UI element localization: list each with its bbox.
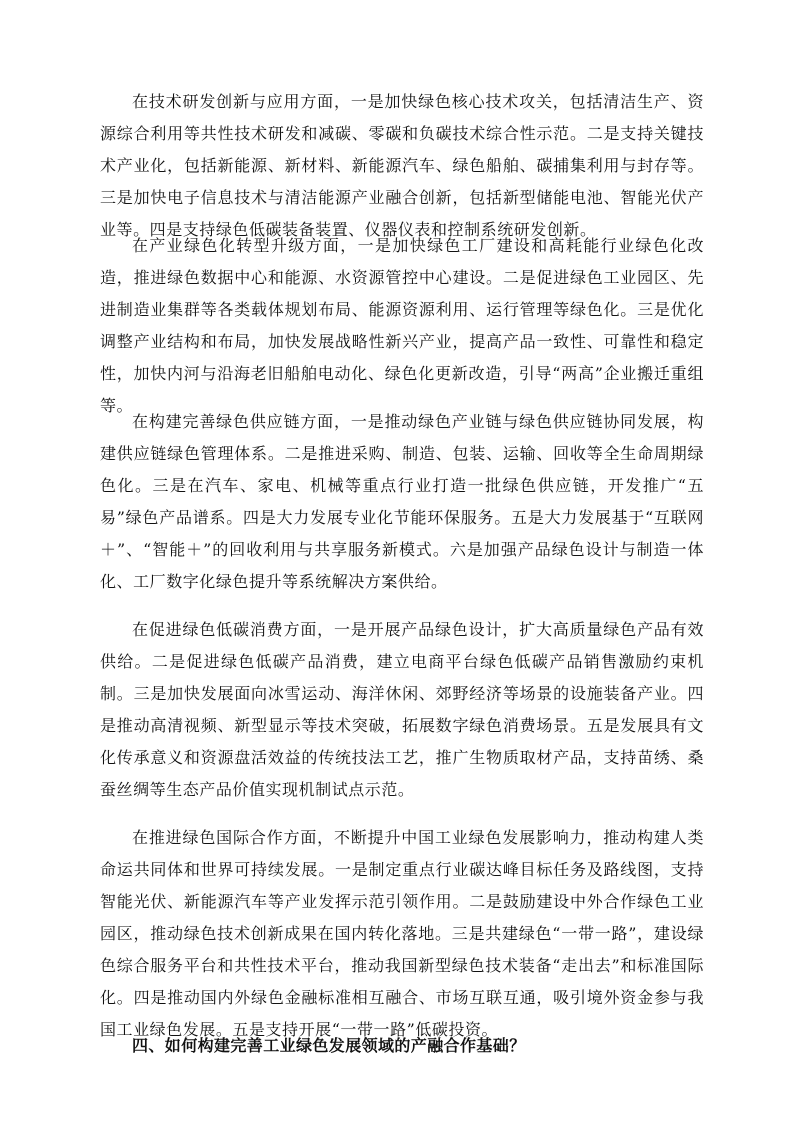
paragraph-tech-innovation: 在技术研发创新与应用方面，一是加快绿色核心技术攻关，包括清洁生产、资源综合利用等共性技术研发和减碳、零碳和负碳技术综合性示范。二是支持关键技术产业化，包括新能源、新材料、新能源汽车、绿色船舶、碳捕集利用与封存等。三是加快电子信息技术与清洁能源产业融合创新，包括新型储能电池、智能光伏产业等。四是支持绿色低碳装备装置、仪器仪表和控制系统研发创新。 bbox=[100, 92, 704, 239]
paragraph-green-supply-chain: 在构建完善绿色供应链方面，一是推动绿色产业链与绿色供应链协同发展，构建供应链绿色管理体系。二是推进采购、制造、包装、运输、回收等全生命周期绿色化。三是在汽车、家电、机械等重点行业打造一批绿色供应链，开发推广“五易”绿色产品谱系。四是大力发展专业化节能环保服务。五是大力发展基于“互联网＋”、“智能＋”的回收利用与共享服务新模式。六是加强产品绿色设计与制造一体化、工厂数字化绿色提升等系统解决方案供给。 bbox=[100, 412, 704, 591]
paragraph-green-consumption: 在促进绿色低碳消费方面，一是开展产品绿色设计，扩大高质量绿色产品有效供给。二是促进绿色低碳产品消费，建立电商平台绿色低碳产品销售激励约束机制。三是加快发展面向冰雪运动、海洋休闲、郊野经济等场景的设施装备产业。四是推动高清视频、新型显示等技术突破，拓展数字绿色消费场景。五是发展具有文化传承意义和资源盘活效益的传统技法工艺，推广生物质取材产品，支持苗绣、桑蚕丝绸等生态产品价值实现机制试点示范。 bbox=[100, 620, 704, 799]
paragraph-international-cooperation: 在推进绿色国际合作方面，不断提升中国工业绿色发展影响力，推动构建人类命运共同体和世界可持续发展。一是制定重点行业碳达峰目标任务及路线图，支持智能光伏、新能源汽车等产业发挥示范引领作用。二是鼓励建设中外合作绿色工业园区，推动绿色技术创新成果在国内转化落地。三是共建绿色“一带一路”，建设绿色综合服务平台和共性技术平台，推动我国新型绿色技术装备“走出去”和标准国际化。四是推动国内外绿色金融标准相互融合、市场互联互通，吸引境外资金参与我国工业绿色发展。五是支持开展“一带一路”低碳投资。 bbox=[100, 828, 704, 1039]
section-heading: 四、如何构建完善工业绿色发展领域的产融合作基础？ bbox=[132, 1036, 526, 1055]
paragraph-industry-transformation: 在产业绿色化转型升级方面，一是加快绿色工厂建设和高耗能行业绿色化改造，推进绿色数据中心和能源、水资源管控中心建设。二是促进绿色工业园区、先进制造业集群等各类载体规划布局、能源资源利用、运行管理等绿色化。三是优化调整产业结构和布局，加快发展战略性新兴产业，提高产品一致性、可靠性和稳定性，加快内河与沿海老旧船舶电动化、绿色化更新改造，引导“两高”企业搬迁重组等。 bbox=[100, 236, 704, 415]
